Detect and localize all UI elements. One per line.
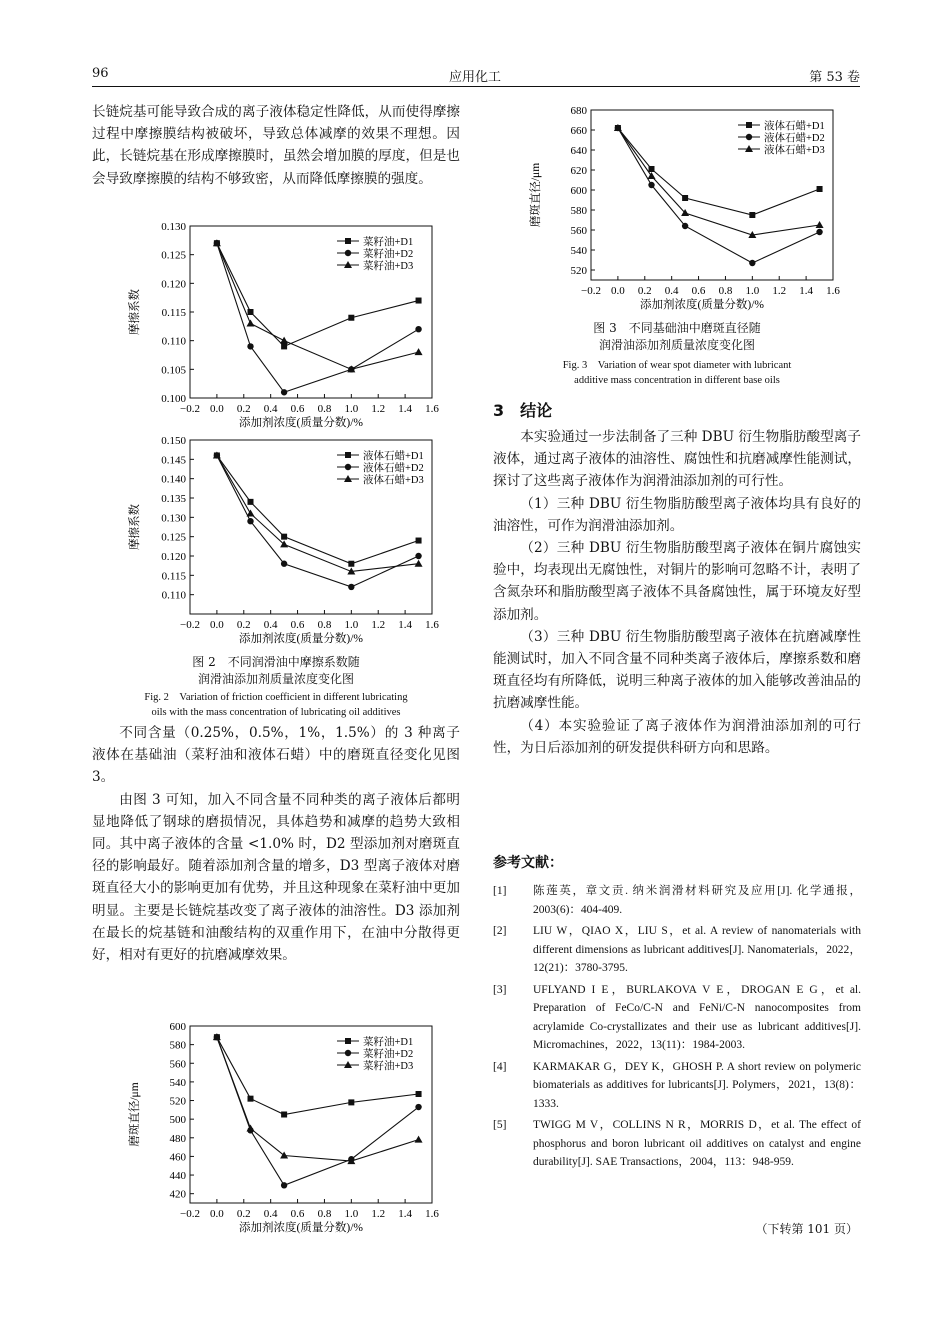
conclusion-paragraph-2: （1）三种 DBU 衍生物脂肪酸型离子液体均具有良好的油溶性，可作为润滑油添加剂。 [493, 495, 861, 534]
data-point [415, 553, 421, 559]
x-tick-label: 1.6 [425, 1208, 439, 1220]
data-point [416, 298, 422, 304]
data-point [749, 212, 755, 218]
y-tick-label: 0.140 [161, 473, 186, 486]
conclusion-paragraph-4: （3）三种 DBU 衍生物脂肪酸型离子液体在抗磨减摩性能测试时，加入不同含量不同种类离子液体后，摩擦系数和磨斑直径均有所降低，说明三种离子液体的加入能够改善油品的抗磨减摩性能。 [493, 628, 861, 712]
data-point [248, 499, 254, 505]
x-tick-label: 1.6 [425, 619, 439, 631]
data-point [348, 561, 354, 567]
reference-item [493, 922, 861, 978]
y-tick-label: 580 [570, 205, 587, 217]
y-tick-label: 0.130 [161, 512, 186, 525]
legend-marker [345, 464, 351, 470]
x-tick-label: 0.4 [263, 619, 278, 631]
data-point [415, 1136, 423, 1143]
y-tick-label: 0.120 [161, 278, 186, 291]
chart-fig2-rapeseed [92, 218, 460, 438]
data-point [415, 1104, 421, 1110]
reference-item [493, 1116, 861, 1172]
y-axis-label: 摩擦系数 [129, 289, 141, 335]
reference-list [493, 882, 861, 1175]
y-tick-label: 540 [570, 245, 587, 257]
fig2-caption-cn [92, 654, 460, 688]
y-tick-label: 0.105 [161, 364, 186, 377]
fig3-caption-en [493, 358, 861, 388]
x-tick-label: 0.2 [236, 1208, 251, 1220]
legend-label: 菜籽油+D1 [363, 237, 414, 248]
y-tick-label: 0.110 [161, 589, 186, 602]
y-tick-label: 500 [169, 1114, 186, 1127]
y-tick-label: 660 [570, 125, 587, 137]
data-point [281, 534, 287, 540]
x-tick-label: 0.2 [637, 285, 652, 297]
y-tick-label: 600 [570, 185, 587, 197]
legend-marker [345, 1038, 351, 1044]
y-tick-label: 560 [570, 225, 587, 237]
data-point [648, 182, 654, 188]
x-tick-label: 0.8 [317, 403, 332, 415]
legend-label: 菜籽油+D3 [363, 261, 414, 272]
data-point [248, 1096, 254, 1102]
x-tick-label: 0.0 [210, 1208, 224, 1220]
y-tick-label: 520 [570, 265, 587, 277]
x-axis-label: 添加剂浓度(质量分数)/% [640, 299, 764, 311]
fig3-caption-cn-line1: 图 3 不同基础油中磨斑直径随 [593, 321, 761, 335]
y-tick-label: 0.125 [161, 531, 186, 544]
y-tick-label: 640 [570, 145, 587, 157]
reference-text: KARMAKAR G，DEY K，GHOSH P. A short review on polymeric biomaterials as additives for lubricants[J]. Polymers，2021，13(8)：1333. [533, 1060, 861, 1110]
left-paragraph-3: 由图 3 可知，加入不同含量不同种类的离子液体后都明显地降低了钢球的磨损情况，具体趋势和减摩的趋势大致相同。其中离子液体的含量 <1.0% 时，D2 型添加剂对磨斑直径的影响最好。随着添加剂含量的增多，D3 型离子液体对磨斑直径大小的影响更加有优势，并且这种现象在菜籽油中更加明显。主要是长链烷基改变了离子液体的油溶性。D3 添加剂在最长的烷基链和油酸结构的双重作用下，在油中分散得更好，相对有更好的抗磨减摩效果。 [92, 791, 460, 964]
x-tick-label: 1.0 [344, 619, 359, 631]
legend-label: 液体石蜡+D1 [764, 121, 825, 132]
chart-fig2-paraffin [92, 432, 460, 654]
reference-number: [1] [493, 885, 507, 897]
reference-item [493, 981, 861, 1055]
data-point [682, 223, 688, 229]
legend-label: 液体石蜡+D1 [363, 451, 424, 462]
fig2-caption-en [85, 690, 467, 720]
reference-number: [3] [493, 983, 507, 996]
legend-label: 菜籽油+D2 [363, 1049, 414, 1060]
journal-title: 应用化工 [448, 70, 501, 85]
y-tick-label: 420 [169, 1188, 186, 1201]
fig3-caption-en-line2: additive mass concentration in different base oils [574, 375, 780, 386]
x-tick-label: 0.8 [317, 619, 332, 631]
data-point [816, 221, 824, 228]
x-tick-label: 0.2 [236, 619, 251, 631]
x-tick-label: 1.4 [398, 619, 412, 631]
y-tick-label: 0.150 [161, 435, 186, 447]
x-tick-label: 0.6 [290, 619, 305, 631]
y-tick-label: 680 [570, 105, 587, 117]
y-tick-label: 0.115 [161, 307, 186, 319]
reference-text: TWIGG M V，COLLINS N R，MORRIS D，et al. The effect of phosphorus and boron lubricant oil additives on catalyst and engine durability[J]. SAE Transactions，2004，113：948-959. [533, 1119, 861, 1168]
data-point [348, 1099, 354, 1105]
data-point [649, 166, 655, 172]
data-point [348, 315, 354, 321]
x-tick-label: 0.2 [236, 403, 251, 415]
legend-marker [345, 250, 351, 256]
y-tick-label: 0.115 [161, 570, 186, 583]
fig2-caption-cn-line2: 润滑油添加剂质量浓度变化图 [197, 672, 354, 686]
y-tick-label: 560 [169, 1058, 186, 1071]
data-point [416, 1091, 422, 1097]
legend-label: 液体石蜡+D3 [764, 145, 825, 156]
chart-fig3-paraffin [493, 102, 861, 320]
data-point [248, 309, 254, 315]
left-intro [92, 101, 460, 190]
x-tick-label: 0.0 [210, 403, 224, 415]
x-tick-label: 1.2 [371, 619, 386, 631]
x-tick-label: 0.6 [691, 285, 706, 297]
reference-text: UFLYAND I E，BURLAKOVA V E，DROGAN E G，et al. Preparation of FeCo/C-N and FeNi/C-N nanocomposites from acrylamide Co-crystallizates and their use as lubricant additives[J]. Micromachines，2022，13(11)：1984-2003. [533, 983, 861, 1051]
reference-number: [5] [493, 1119, 507, 1131]
data-point [415, 348, 423, 355]
x-tick-label: 1.4 [799, 285, 813, 297]
legend-label: 菜籽油+D3 [363, 1061, 414, 1072]
x-tick-label: 1.6 [425, 403, 439, 415]
conclusion-body [493, 426, 861, 759]
left-paragraph-2: 不同含量（0.25%，0.5%，1%，1.5%）的 3 种离子液体在基础油（菜籽油和液体石蜡）中的磨斑直径变化见图 3。 [92, 725, 460, 786]
y-axis-label: 磨斑直径/μm [530, 162, 542, 228]
fig3-caption-cn [493, 320, 861, 354]
y-tick-label: 0.100 [161, 393, 186, 405]
legend-label: 菜籽油+D2 [363, 249, 414, 260]
data-point [281, 1182, 287, 1188]
volume: 第 53 卷 [809, 70, 860, 85]
x-tick-label: 0.4 [263, 403, 278, 415]
y-tick-label: 540 [169, 1076, 186, 1089]
chart-fig3-rapeseed [92, 1018, 460, 1243]
reference-number: [2] [493, 925, 507, 937]
x-tick-label: 1.0 [344, 403, 359, 415]
fig2-caption-en-line1: Fig. 2 Variation of friction coefficient in different lubricating [144, 692, 408, 703]
conclusion-paragraph-3: （2）三种 DBU 衍生物脂肪酸型离子液体在铜片腐蚀实验中，均表现出无腐蚀性，对铜片的影响可忽略不计，表明了含氮杂环和脂肪酸型离子液体不具备腐蚀性，属于环境友好型添加剂。 [493, 540, 861, 623]
fig2-caption-cn-line1: 图 2 不同润滑油中摩擦系数随 [192, 655, 360, 669]
y-tick-label: 0.110 [161, 335, 186, 348]
x-tick-label: −0.2 [581, 285, 601, 297]
fig3-caption-en-line1: Fig. 3 Variation of wear spot diameter with lubricant [562, 360, 792, 371]
data-point [247, 319, 255, 326]
conclusion-paragraph-1: 本实验通过一步法制备了三种 DBU 衍生物脂肪酸型离子液体，通过离子液体的油溶性、腐蚀性和抗磨减摩性能测试，探讨了这些离子液体作为润滑油添加剂的可行性。 [493, 429, 861, 490]
x-tick-label: 0.4 [263, 1208, 278, 1220]
x-tick-label: 0.8 [317, 1208, 332, 1220]
x-axis-label: 添加剂浓度(质量分数)/% [239, 417, 363, 429]
legend-marker [345, 238, 351, 244]
x-axis-label: 添加剂浓度(质量分数)/% [239, 633, 363, 645]
data-point [682, 195, 688, 201]
x-tick-label: 1.2 [371, 1208, 386, 1220]
y-tick-label: 0.130 [161, 221, 186, 233]
x-tick-label: −0.2 [180, 1208, 200, 1220]
legend-label: 液体石蜡+D2 [764, 133, 825, 144]
continued-note: （下转第 101 页） [755, 1222, 858, 1236]
data-point [816, 229, 822, 235]
y-tick-label: 0.135 [161, 493, 186, 505]
legend-label: 菜籽油+D1 [363, 1037, 414, 1048]
x-tick-label: −0.2 [180, 403, 200, 415]
header-rule [92, 86, 860, 87]
data-point [247, 1124, 255, 1131]
reference-item [493, 882, 861, 919]
x-tick-label: 1.0 [344, 1208, 359, 1220]
y-axis-label: 磨斑直径/μm [129, 1082, 141, 1147]
legend-marker [345, 1050, 351, 1056]
y-tick-label: 620 [570, 165, 587, 177]
data-point [415, 560, 423, 567]
x-tick-label: 0.0 [611, 285, 625, 297]
x-tick-label: 0.8 [718, 285, 733, 297]
left-paragraph-1: 长链烷基可能导致合成的离子液体稳定性降低，从而使得摩擦过程中摩擦膜结构被破坏，导致总体减摩的效果不理想。因此，长链烷基在形成摩擦膜时，虽然会增加膜的厚度，但是也会导致摩擦膜的结构不够致密，从而降低摩擦膜的强度。 [92, 104, 460, 187]
x-tick-label: 1.0 [745, 285, 760, 297]
left-body [92, 722, 460, 966]
data-point [416, 538, 422, 544]
data-point [281, 561, 287, 567]
x-tick-label: 1.4 [398, 403, 412, 415]
legend-label: 液体石蜡+D3 [363, 475, 424, 486]
x-tick-label: 0.6 [290, 1208, 305, 1220]
page-number: 96 [92, 66, 109, 81]
fig3-caption-cn-line2: 润滑油添加剂质量浓度变化图 [598, 338, 755, 352]
x-tick-label: 1.4 [398, 1208, 412, 1220]
legend-marker [746, 122, 752, 128]
y-tick-label: 480 [169, 1132, 186, 1145]
references-heading: 参考文献： [493, 855, 563, 871]
data-point [281, 1112, 287, 1118]
data-point [415, 326, 421, 332]
x-axis-label: 添加剂浓度(质量分数)/% [239, 1222, 363, 1234]
data-point [281, 389, 287, 395]
x-tick-label: 0.0 [210, 619, 224, 631]
data-point [280, 337, 288, 344]
conclusion-paragraph-5: （4）本实验验证了离子液体作为润滑油添加剂的可行性，为日后添加剂的研发提供科研方向和思路。 [493, 717, 861, 756]
data-point [281, 343, 287, 349]
data-point [648, 172, 656, 179]
y-tick-label: 580 [169, 1039, 186, 1052]
y-tick-label: 0.120 [161, 551, 186, 563]
y-tick-label: 460 [169, 1151, 186, 1164]
data-point [749, 260, 755, 266]
reference-item [493, 1058, 861, 1114]
reference-text: 陈莲英，章文贡. 纳米润滑材料研究及应用[J]. 化学通报，2003(6)：404-409. [533, 885, 861, 916]
reference-number: [4] [493, 1060, 507, 1073]
section-heading: 3 结论 [493, 401, 553, 420]
y-tick-label: 0.125 [161, 249, 186, 262]
data-point [247, 518, 253, 524]
reference-text: LIU W，QIAO X，LIU S，et al. A review of nanomaterials with different dimensions as lubricant additives[J]. Nanomaterials，2022，12(21)：3780-3795. [533, 925, 861, 974]
y-axis-label: 摩擦系数 [129, 504, 141, 550]
x-tick-label: 1.6 [826, 285, 840, 297]
legend-marker [345, 452, 351, 458]
y-tick-label: 600 [169, 1021, 186, 1033]
x-tick-label: 1.2 [772, 285, 787, 297]
y-tick-label: 440 [169, 1170, 186, 1183]
data-point [817, 186, 823, 192]
x-tick-label: 0.4 [664, 285, 679, 297]
data-point [247, 509, 255, 516]
y-tick-label: 0.145 [161, 454, 186, 467]
fig2-caption-en-line2: oils with the mass concentration of lubricating oil additives [151, 707, 401, 718]
data-point [348, 584, 354, 590]
x-tick-label: 1.2 [371, 403, 386, 415]
x-tick-label: −0.2 [180, 619, 200, 631]
legend-marker [746, 134, 752, 140]
legend-label: 液体石蜡+D2 [363, 463, 424, 474]
y-tick-label: 520 [169, 1095, 186, 1108]
x-tick-label: 0.6 [290, 403, 305, 415]
data-point [247, 343, 253, 349]
